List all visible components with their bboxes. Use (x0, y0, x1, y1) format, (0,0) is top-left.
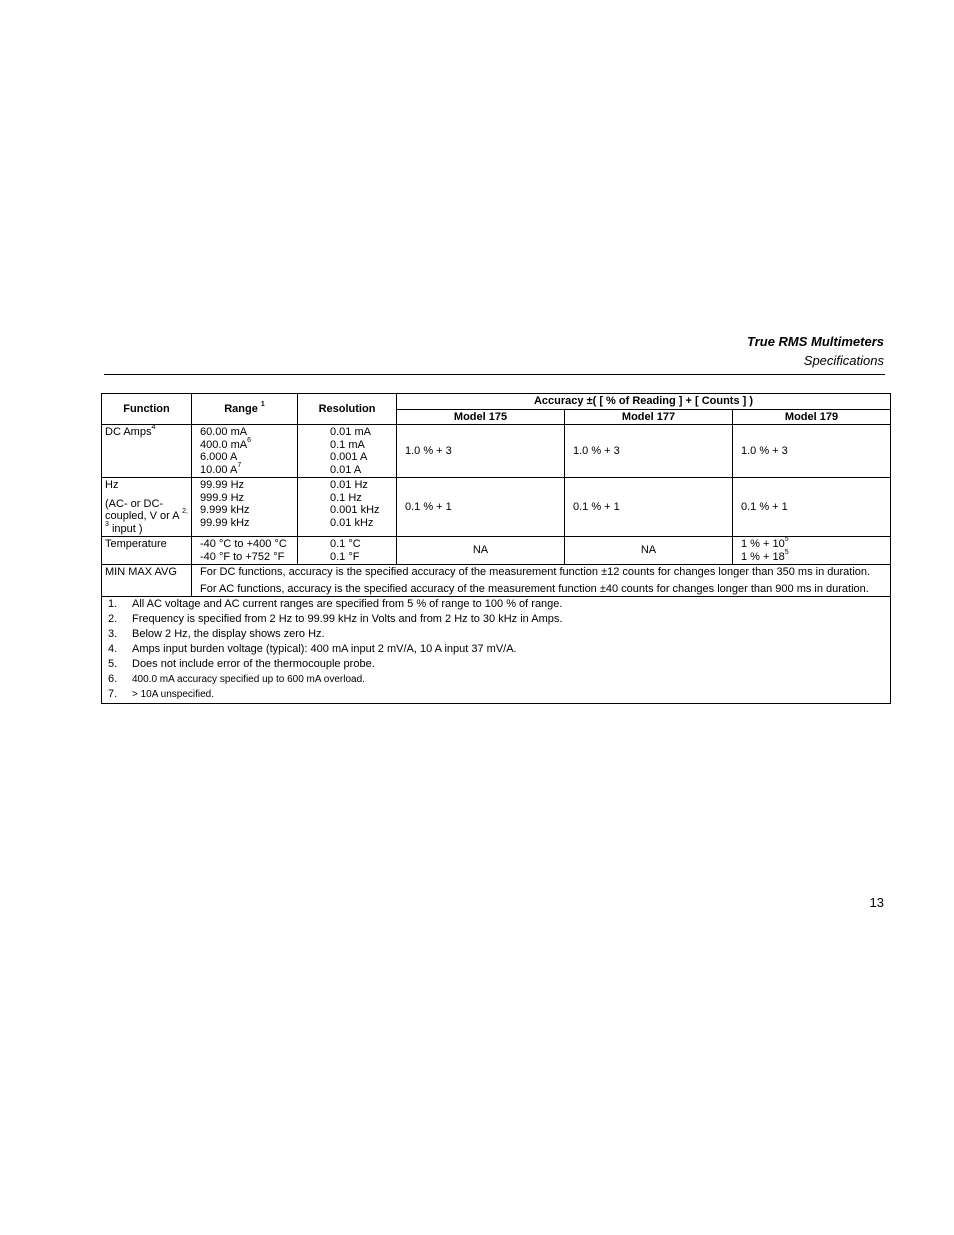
accuracy-177-cell: NA (565, 537, 733, 565)
accuracy-177-cell: 0.1 % + 1 (565, 478, 733, 537)
col-resolution-header: Resolution (298, 394, 397, 425)
accuracy-175-cell: 1.0 % + 3 (397, 425, 565, 478)
range-cell: 60.00 mA 400.0 $mA^6$ 6.000 A 10.00 $A^7$ (192, 425, 298, 478)
footnote-item: 6. 400.0 mA accuracy specified up to 600 mA overload. (108, 673, 365, 685)
table-row-dc-amps (102, 425, 891, 478)
resolution-cell: 0.01 mA 0.1 mA 0.001 A 0.01 A (298, 425, 397, 478)
footnotes-cell (102, 597, 891, 704)
header-title: True RMS Multimeters (746, 334, 884, 349)
accuracy-175-cell: NA (397, 537, 565, 565)
col-accuracy-header: Accuracy ±( [ % of Reading ] + [ Counts ] ) (397, 394, 891, 410)
footnote-item: 4. Amps input burden voltage (typical): 400 mA input 2 mV/A, 10 A input 37 mV/A. (108, 643, 517, 655)
minmax-dc-text: For DC functions, accuracy is the specified accuracy of the measurement function ±12 counts for changes longer than 350 ms in duration. (200, 566, 871, 578)
col-function-header: Function (102, 394, 192, 425)
minmax-ac-text: For AC functions, accuracy is the specified accuracy of the measurement function ±40 counts for changes longer than 900 ms in duration. (200, 582, 869, 595)
footnote-item: 5. Does not include error of the thermocouple probe. (108, 658, 375, 670)
resolution-cell: 0.01 Hz 0.1 Hz 0.001 kHz 0.01 kHz (298, 478, 397, 537)
table-header-row-1 (102, 394, 891, 410)
table-row-minmax (102, 565, 891, 597)
footnote-item: 2. Frequency is specified from 2 Hz to 99.99 kHz in Volts and from 2 Hz to 30 kHz in Amps. (108, 613, 563, 625)
page-number: 13 (869, 895, 884, 910)
function-cell: MIN MAX AVG (102, 565, 192, 597)
function-cell: Hz (AC- or DC-coupled, V or A $^{2, 3}$ input ) (102, 478, 192, 537)
range-cell: 99.99 Hz 999.9 Hz 9.999 kHz 99.99 kHz (192, 478, 298, 537)
footnote-item: 3. Below 2 Hz, the display shows zero Hz. (108, 628, 325, 640)
accuracy-177-cell: 1.0 % + 3 (565, 425, 733, 478)
col-model-175: Model 175 (397, 409, 565, 425)
footnote-list (105, 597, 887, 702)
table-row-temperature (102, 537, 891, 565)
range-cell: -40 °C to +400 °C -40 °F to +752 °F (192, 537, 298, 565)
minmax-description-cell (192, 565, 891, 597)
footnote-item: 7. > 10A unspecified. (108, 688, 215, 700)
accuracy-179-cell: 0.1 % + 1 (733, 478, 891, 537)
function-cell: Temperature (102, 537, 192, 565)
header-rule (104, 374, 885, 375)
accuracy-175-cell: 0.1 % + 1 (397, 478, 565, 537)
table-row-notes (102, 597, 891, 704)
col-range-header: Range $^1$ (192, 394, 298, 425)
accuracy-179-cell: 1 % + $10^5$ 1 % + $18^5$ (733, 537, 891, 565)
resolution-cell: 0.1 °C 0.1 °F (298, 537, 397, 565)
header-subtitle: Specifications (803, 353, 884, 368)
function-cell: DC Amps$^4$ (102, 425, 192, 478)
spec-table (101, 393, 891, 704)
accuracy-179-cell: 1.0 % + 3 (733, 425, 891, 478)
col-model-179: Model 179 (733, 409, 891, 425)
footnote-item: 1. All AC voltage and AC current ranges are specified from 5 % of range to 100 % of range. (108, 598, 563, 610)
col-model-177: Model 177 (565, 409, 733, 425)
table-row-hz (102, 478, 891, 537)
